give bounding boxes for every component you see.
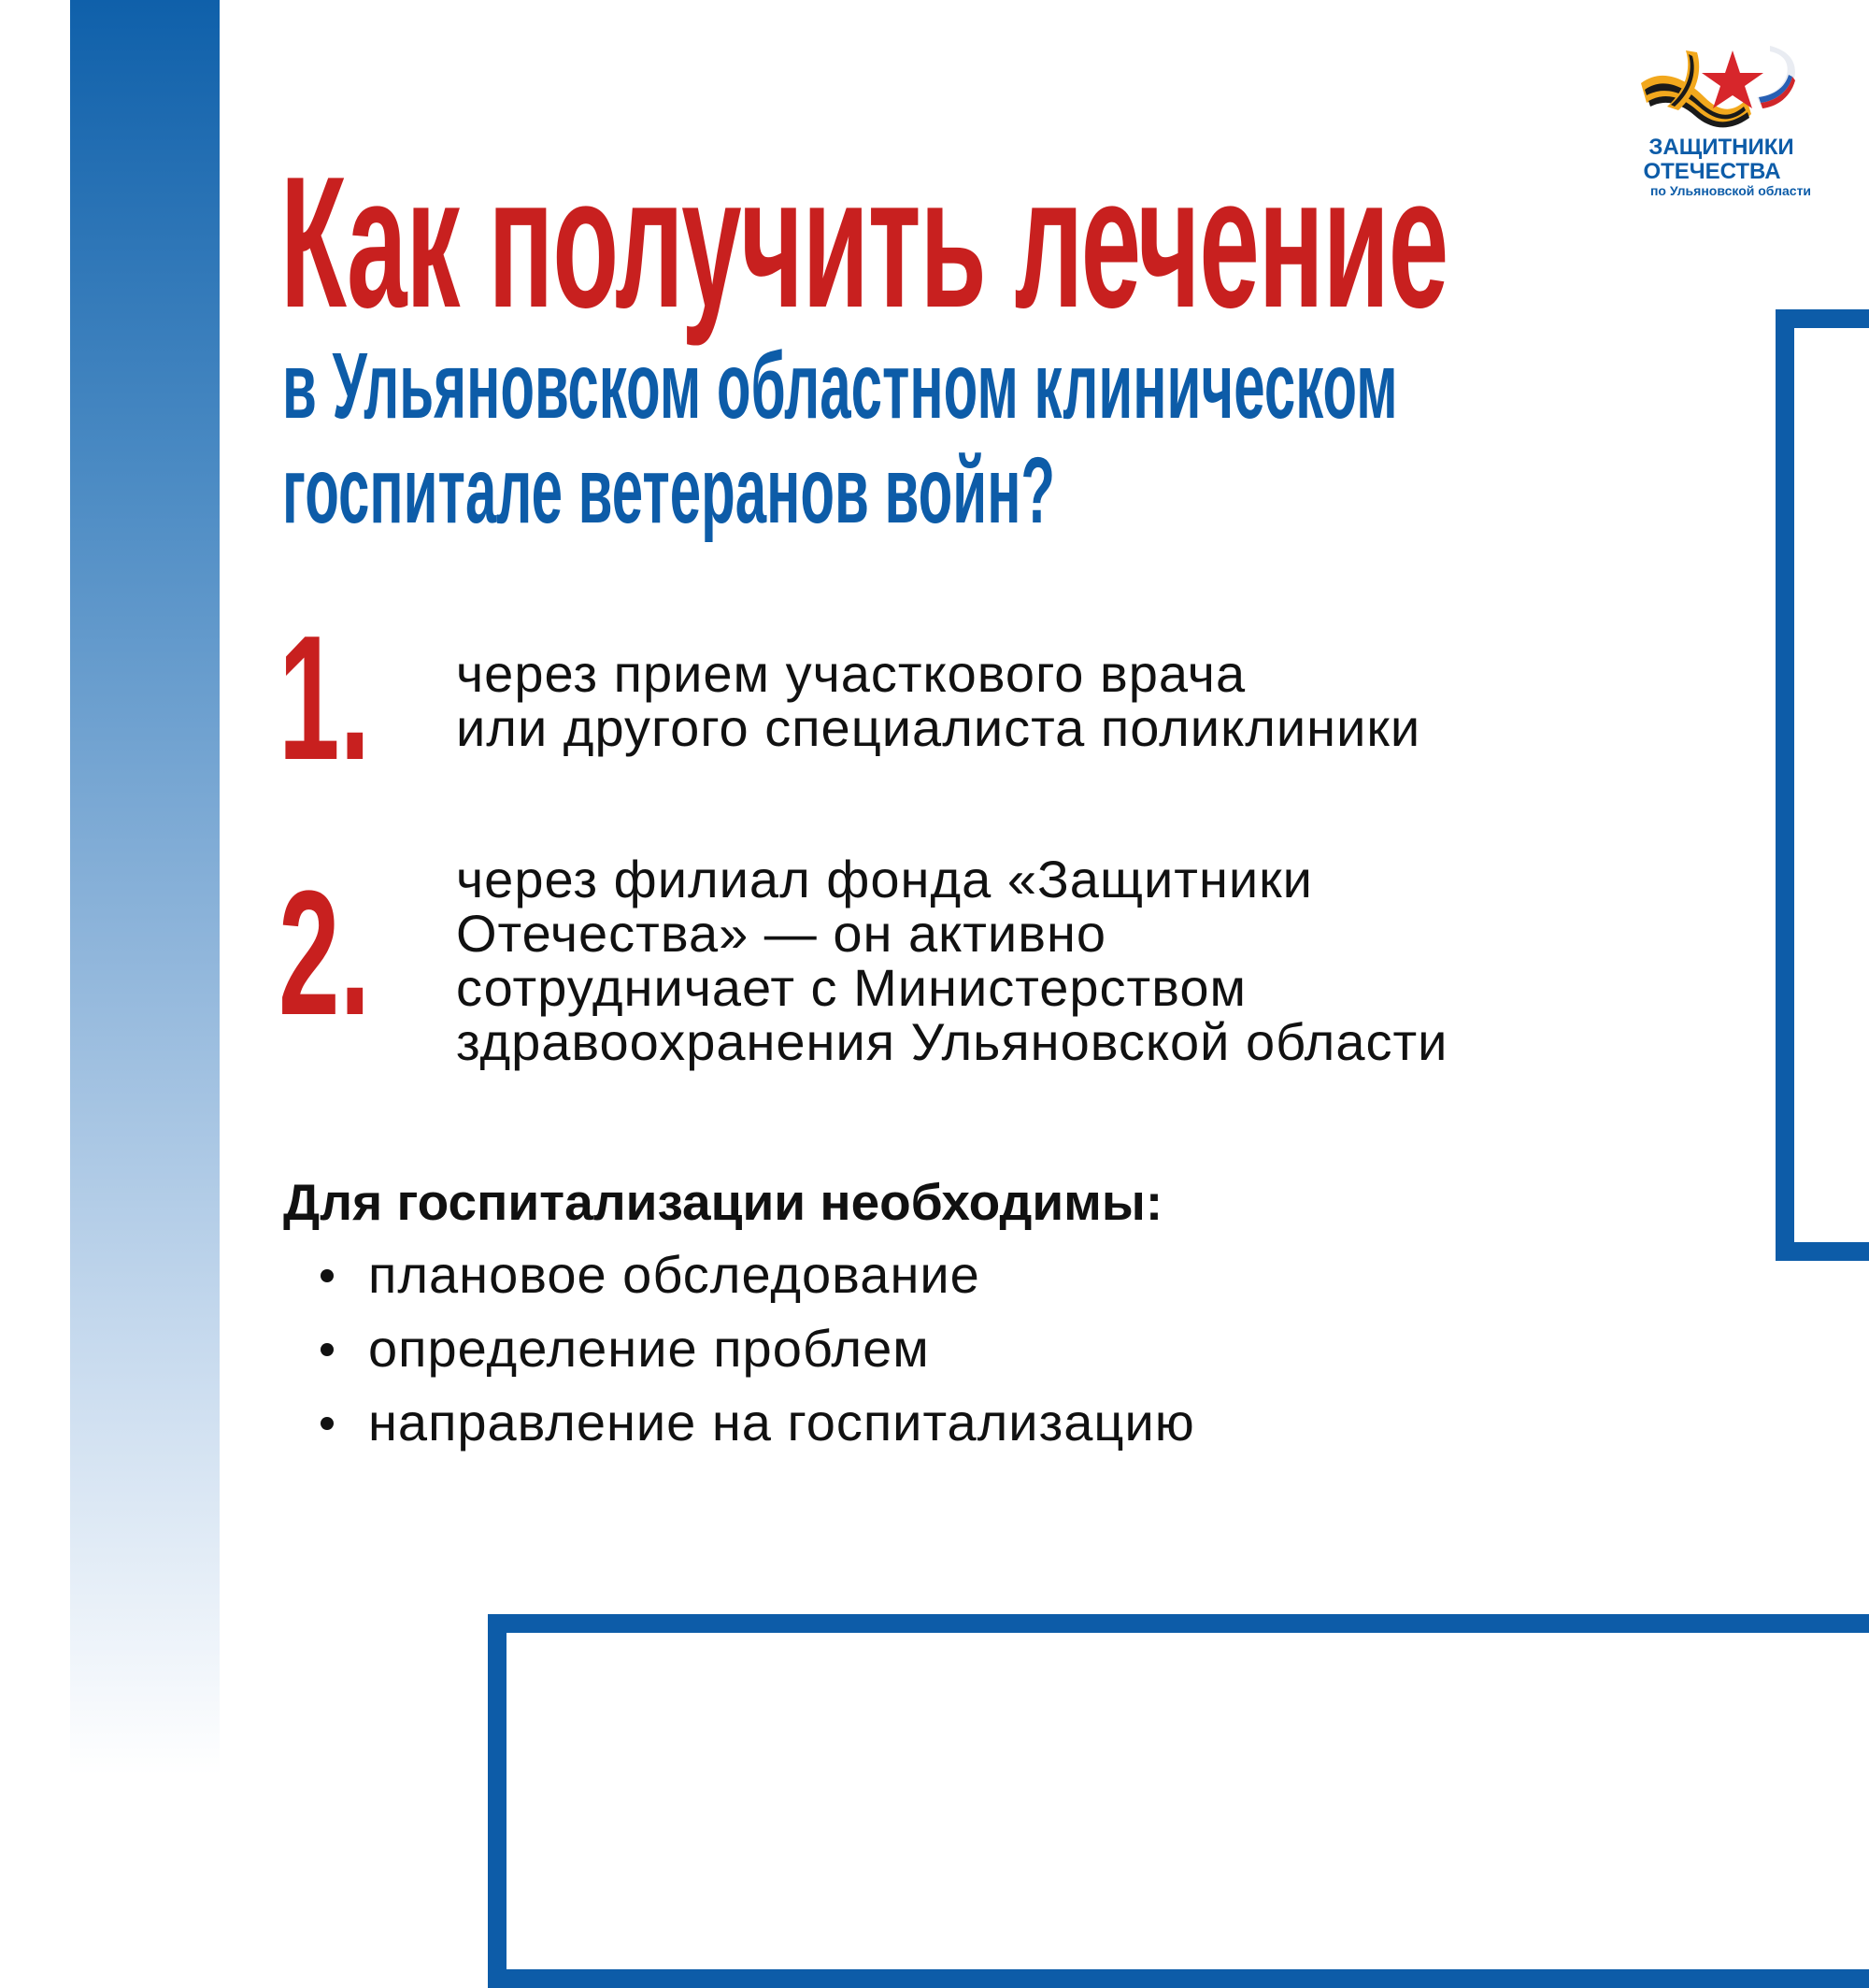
step-text-line: через филиал фонда «Защитники (456, 850, 1313, 908)
step-text-line: здравоохранения Ульяновской области (456, 1012, 1448, 1071)
logo-text-line3: по Ульяновской области (1649, 183, 1812, 198)
step-text-line: сотрудничает с Министерством (456, 958, 1247, 1017)
step-description (456, 644, 1421, 757)
bullet-icon (321, 1269, 334, 1282)
step-text-line: Отечества» — он активно (456, 904, 1107, 963)
list-item-label: определение проблем (368, 1319, 930, 1378)
bullet-icon (321, 1417, 334, 1430)
bullet-icon (321, 1343, 334, 1356)
ribbon-star-icon (1630, 41, 1807, 135)
logo-text-line2: ОТЕЧЕСТВА (1643, 159, 1781, 184)
step-text-line: или другого специалиста поликлиники (456, 698, 1421, 757)
left-gradient-stripe (70, 0, 220, 1869)
page-subtitle (282, 334, 1398, 543)
step-text-line: через прием участкового врача (456, 644, 1247, 703)
step-number: 1. (278, 599, 371, 797)
requirements-heading: Для госпитализации необходимы: (283, 1173, 1163, 1231)
right-frame-decoration (1776, 309, 1869, 1261)
page-title: Как получить лечение (280, 138, 1448, 347)
list-item-label: плановое обследование (368, 1245, 980, 1304)
step-description (456, 852, 1448, 1069)
subtitle-line: госпитале ветеранов войн? (282, 438, 1056, 543)
subtitle-line: в Ульяновском областном клиническом (282, 334, 1398, 438)
logo-text-line1: ЗАЩИТНИКИ (1648, 135, 1794, 160)
logo (1607, 41, 1832, 205)
bottom-frame-decoration (488, 1614, 1869, 1988)
step-number: 2. (278, 854, 371, 1052)
list-item-label: направление на госпитализацию (368, 1393, 1195, 1452)
